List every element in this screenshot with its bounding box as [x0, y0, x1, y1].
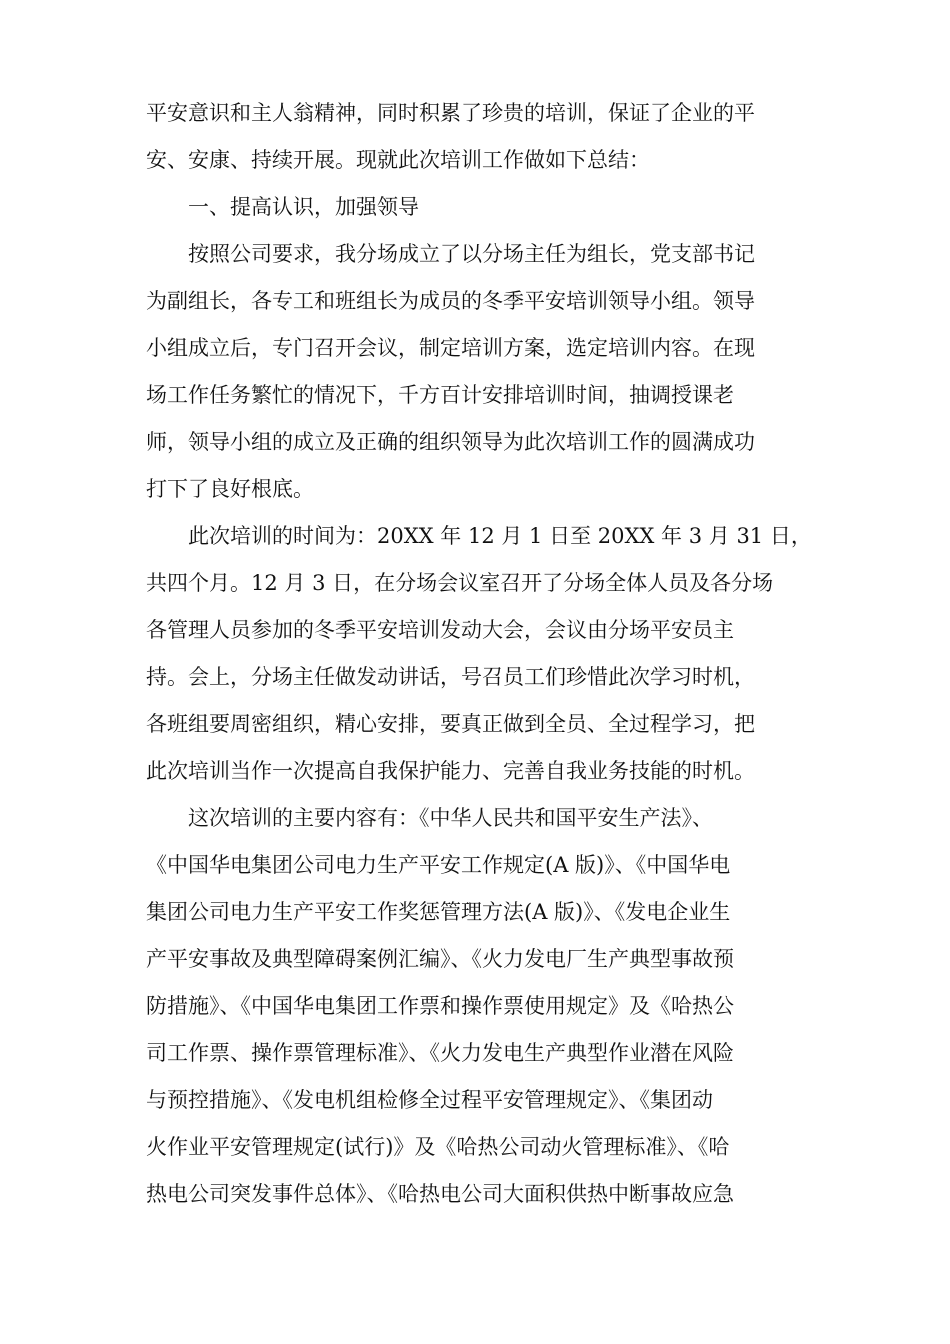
- document-body: [146, 90, 812, 1218]
- text-line: 小组成立后，专门召开会议，制定培训方案，选定培训内容。在现: [146, 336, 755, 360]
- text-line: 司工作票、操作票管理标准》、《火力发电生产典型作业潜在风险: [146, 1041, 734, 1065]
- text-line: 集团公司电力生产平安工作奖惩管理方法(A 版)》、《发电企业生: [146, 900, 731, 924]
- text-line: 各管理人员参加的冬季平安培训发动大会，会议由分场平安员主: [146, 618, 734, 642]
- text-line: 共四个月。12 月 3 日，在分场会议室召开了分场全体人员及各分场: [146, 571, 774, 595]
- text-line: 为副组长，各专工和班组长为成员的冬季平安培训领导小组。领导: [146, 289, 755, 313]
- text-line: 此次培训的时间为：20XX 年 12 月 1 日至 20XX 年 3 月 31 日，: [188, 524, 812, 548]
- text-line: 防措施》、《中国华电集团工作票和操作票使用规定》及《哈热公: [146, 994, 734, 1018]
- section-heading: 一、提高认识，加强领导: [188, 195, 419, 219]
- text-line: 火作业平安管理规定(试行)》及《哈热公司动火管理标准》、《哈: [146, 1135, 730, 1159]
- text-line: 安、安康、持续开展。现就此次培训工作做如下总结：: [146, 148, 650, 172]
- text-line: 产平安事故及典型障碍案例汇编》、《火力发电厂生产典型事故预: [146, 947, 734, 971]
- text-line: 平安意识和主人翁精神，同时积累了珍贵的培训，保证了企业的平: [146, 101, 755, 125]
- text-line: 与预控措施》、《发电机组检修全过程平安管理规定》、《集团动: [146, 1088, 713, 1112]
- text-line: 师，领导小组的成立及正确的组织领导为此次培训工作的圆满成功: [146, 430, 755, 454]
- text-line: 场工作任务繁忙的情况下，千方百计安排培训时间，抽调授课老: [146, 383, 734, 407]
- text-line: 热电公司突发事件总体》、《哈热电公司大面积供热中断事故应急: [146, 1182, 734, 1206]
- text-line: 按照公司要求，我分场成立了以分场主任为组长，党支部书记: [188, 242, 755, 266]
- text-line: 持。会上，分场主任做发动讲话，号召员工们珍惜此次学习时机，: [146, 665, 755, 689]
- text-line: 《中国华电集团公司电力生产平安工作规定(A 版)》、《中国华电: [146, 853, 731, 877]
- text-line: 这次培训的主要内容有：《中华人民共和国平安生产法》、: [188, 806, 713, 830]
- text-line: 打下了良好根底。: [146, 477, 314, 501]
- text-line: 此次培训当作一次提高自我保护能力、完善自我业务技能的时机。: [146, 759, 755, 783]
- text-line: 各班组要周密组织，精心安排，要真正做到全员、全过程学习，把: [146, 712, 755, 736]
